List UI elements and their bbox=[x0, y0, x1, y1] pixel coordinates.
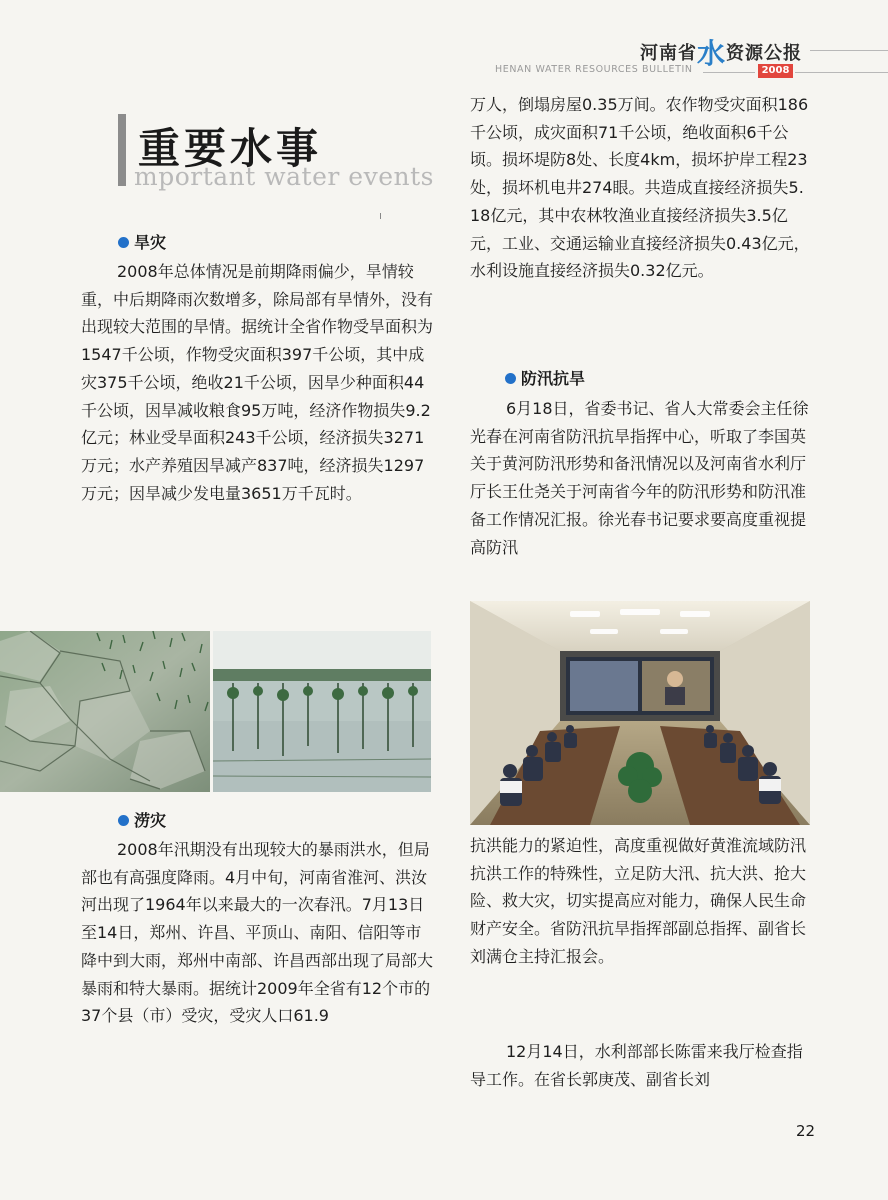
bullet-dot-icon bbox=[118, 815, 129, 826]
flood-control-paragraph-1 bbox=[470, 395, 813, 561]
flood-control-paragraph-2-block bbox=[470, 1038, 813, 1093]
bullet-dot-icon bbox=[118, 237, 129, 248]
bulletin-title-left: 河南省 bbox=[640, 43, 697, 64]
flood-control-text-2: 12月14日，水利部部长陈雷来我厅检查指导工作。在省长郭庚茂、副省长刘 bbox=[470, 1042, 803, 1089]
page-number: 22 bbox=[796, 1122, 816, 1140]
flood-text: 2008年汛期没有出现较大的暴雨洪水，但局部也有高强度降雨。4月中旬，河南省淮河、洪汝河出现了1964年以来最大的一次春汛。7月13日至14日，郑州、许昌、平顶山、南阳、信阳等市降中到大雨，郑州中南部、许昌西部出现了局部大暴雨和特大暴雨。据统计2009年全省有12个市的37个县（市）受灾，受灾人口61.9 bbox=[81, 840, 434, 1026]
flood-continued-paragraph: 万人，倒塌房屋0.35万间。农作物受灾面积186千公顷，成灾面积71千公顷，绝收面积6千公顷。损坏堤防8处、长度4km，损坏护岸工程23处，损坏机电井274眼。共造成直接经济损失5.18亿元，其中农林牧渔业直接经济损失3.5亿元，工业、交通运输业直接经济损失0.43亿元，水利设施直接经济损失0.32亿元。 bbox=[470, 95, 810, 281]
flood-paragraph-block bbox=[81, 836, 433, 1030]
decorative-tick bbox=[380, 213, 381, 219]
flooded-field-photo bbox=[213, 631, 431, 792]
drought-heading-text: 旱灾 bbox=[134, 233, 167, 252]
flood-heading-text: 涝灾 bbox=[134, 811, 167, 830]
section-title-en: mportant water events bbox=[134, 162, 434, 191]
drought-paragraph-block bbox=[81, 258, 433, 507]
meeting-room-photo bbox=[470, 601, 810, 825]
header-rule-right bbox=[795, 72, 888, 73]
flood-control-paragraph-block bbox=[470, 395, 813, 561]
flood-continued-block bbox=[470, 91, 813, 285]
flooded-field-image bbox=[213, 631, 431, 792]
bulletin-title-water: 水 bbox=[697, 37, 727, 70]
flood-control-text-1: 6月18日，省委书记、省人大常委会主任徐光春在河南省防汛抗旱指挥中心，听取了李国英关于黄河防汛形势和备汛情况以及河南省水利厅厅长王仕尧关于河南省今年的防汛形势和防汛准备工作情况汇报。徐光春书记要求要高度重视提高防汛 bbox=[470, 399, 809, 557]
flood-control-paragraph-2 bbox=[470, 1038, 813, 1093]
bullet-dot-icon bbox=[505, 373, 516, 384]
bulletin-title-right: 资源公报 bbox=[726, 43, 803, 64]
drought-text: 2008年总体情况是前期降雨偏少，旱情较重，中后期降雨次数增多，除局部有旱情外，没有出现较大范围的旱情。据统计全省作物受旱面积为1547千公顷，作物受灾面积397千公顷，其中成灾375千公顷，绝收21千公顷，因旱少种面积44千公顷，因旱减收粮食95万吨，经济作物损失9.2亿元；林业受旱面积243千公顷，经济损失3271万元；水产养殖因旱减产837吨，经济损失1297万元；因旱减少发电量3651万千瓦时。 bbox=[81, 262, 434, 503]
drought-heading bbox=[118, 230, 166, 253]
section-title-cn: 重要水事 bbox=[138, 124, 323, 173]
meeting-room-image bbox=[470, 601, 810, 825]
drought-paragraph bbox=[81, 258, 433, 507]
header-rule-top bbox=[810, 50, 888, 51]
bulletin-subtitle-en: HENAN WATER RESOURCES BULLETIN bbox=[495, 64, 693, 75]
flood-control-continued-paragraph: 抗洪能力的紧迫性，高度重视做好黄淮流域防汛抗洪工作的特殊性，立足防大汛、抗大洪、抢大险、救大灾，切实提高应对能力，确保人民生命财产安全。省防汛抗旱指挥部副总指挥、副省长刘满仓主持汇报会。 bbox=[470, 836, 807, 966]
drought-cracked-field-photo bbox=[0, 631, 210, 792]
cracked-field-image bbox=[0, 631, 210, 792]
flood-control-continued-block bbox=[470, 832, 813, 971]
flood-control-heading-text: 防汛抗旱 bbox=[521, 369, 586, 388]
flood-control-heading bbox=[505, 366, 585, 389]
flood-heading bbox=[118, 808, 166, 831]
header-rule-left bbox=[703, 72, 755, 73]
flood-paragraph bbox=[81, 836, 433, 1030]
year-badge: 2008 bbox=[758, 64, 793, 78]
section-title-bar bbox=[118, 114, 126, 186]
